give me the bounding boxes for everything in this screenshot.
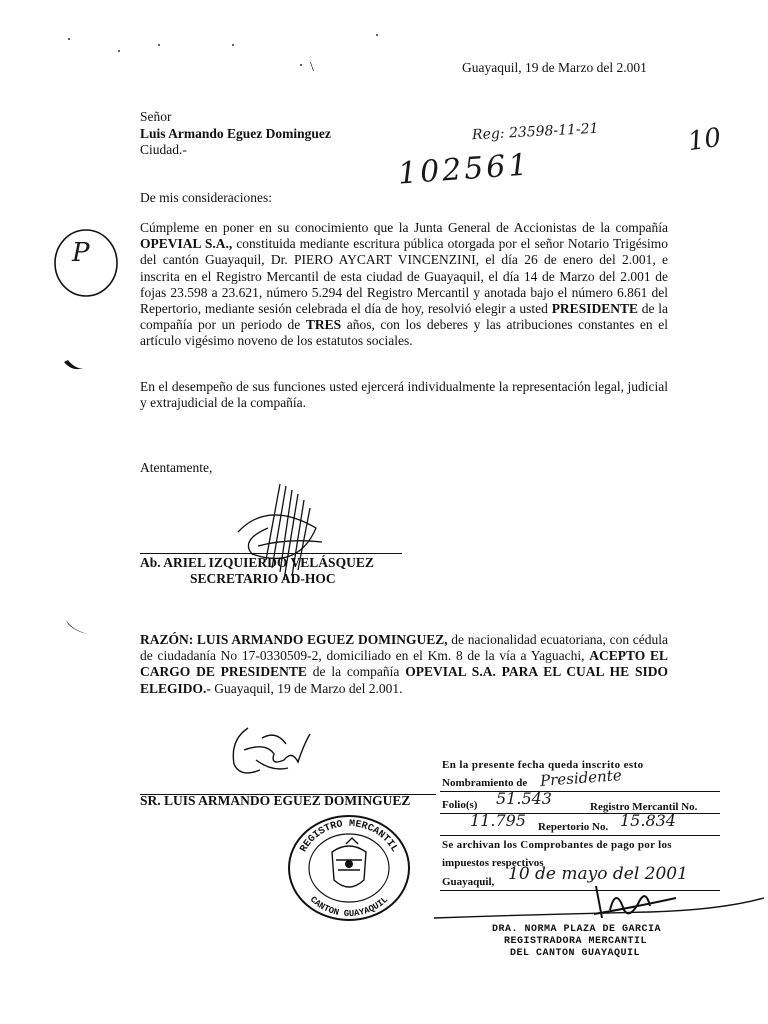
svg-text:REGISTRO MERCANTIL bbox=[299, 819, 400, 854]
circled-letter: P bbox=[72, 238, 90, 268]
registry-mercantil-label: Registro Mercantil No. bbox=[590, 801, 698, 813]
registry-date-hand: 10 de mayo del 2001 bbox=[508, 864, 688, 884]
registry-date-label: Guayaquil, bbox=[442, 876, 495, 888]
razon-text: de nacionalidad ecuatoriana, con cédula de ciudadanía No 17-0330509-2, domiciliado en el Km. 8 de la vía a Yaguachi, bbox=[140, 632, 668, 664]
razon-text: Guayaquil, 19 de Marzo del 2.001. bbox=[210, 680, 403, 696]
registry-folio-hand: 51.543 bbox=[496, 789, 552, 808]
registry-nombramiento-hand: Presidente bbox=[539, 766, 623, 790]
razon-text: de la compañía bbox=[306, 664, 406, 680]
scan-mark: \ bbox=[310, 60, 314, 75]
registry-nombramiento-label: Nombramiento de bbox=[442, 777, 528, 789]
seal-side-text: CANTON GUAYAQUIL bbox=[307, 894, 391, 920]
razon-company: OPEVIAL S.A. PARA EL CUAL HE SIDO ELEGIDO.- bbox=[140, 664, 668, 696]
acceptance-statement: ACEPTO EL CARGO DE PRESIDENTE bbox=[140, 648, 668, 680]
signatory-name: SR. LUIS ARMANDO EGUEZ DOMINGUEZ bbox=[140, 793, 411, 808]
body-text: constituida mediante escritura pública otorgada por el señor Notario Trigésimo del cantón Guayaquil, Dr. PIERO AYCART VINCENZINI, el día 26 de enero del 2.001, e inscrita en el Registro Mercantil de esta ciudad de Guayaquil, el día 14 de Marzo del 2.001 de fojas 23.598 a 23.621, número 5.294 del Registro Mercantil y anotada bajo el número 6.861 del Repertorio, mediante sesión celebrada el día de hoy, resolvió elegir a usted bbox=[140, 236, 668, 317]
recipient-city: Ciudad.- bbox=[140, 142, 187, 157]
registry-rule bbox=[440, 835, 720, 836]
registry-seal-icon bbox=[280, 810, 418, 922]
role-name: PRESIDENTE bbox=[551, 301, 638, 317]
scan-speck bbox=[232, 44, 234, 46]
registry-line-5: Se archivan los Comprobantes de pago por los bbox=[442, 839, 672, 851]
registry-line-6: impuestos respectivos bbox=[442, 857, 544, 869]
registry-line-1: En la presente fecha queda inscrito esto bbox=[442, 759, 644, 771]
razon-label: RAZÓN: LUIS ARMANDO EGUEZ DOMINGUEZ, bbox=[140, 632, 448, 647]
registry-rule bbox=[440, 791, 720, 792]
recipient-salutation: Señor bbox=[140, 109, 172, 124]
handwritten-page-mark: 10 bbox=[686, 122, 724, 158]
scan-speck bbox=[376, 34, 378, 36]
svg-text:CANTON GUAYAQUIL bbox=[308, 895, 390, 919]
secretary-signature-line bbox=[140, 553, 402, 554]
scan-speck bbox=[300, 64, 302, 66]
body-text: de la compañía por un periodo de bbox=[140, 301, 668, 333]
registry-folio-label: Folio(s) bbox=[442, 799, 478, 811]
scan-speck bbox=[158, 44, 160, 46]
body-text: Cúmpleme en poner en su conocimiento que la Junta General de Accionistas de la compañía bbox=[140, 220, 668, 235]
body-paragraph-1 bbox=[140, 220, 668, 350]
scan-blot-icon bbox=[62, 358, 86, 374]
handwritten-number: 102561 bbox=[396, 147, 532, 192]
scan-speck bbox=[118, 50, 120, 52]
secretary-title: SECRETARIO AD-HOC bbox=[190, 571, 336, 586]
recipient-name: Luis Armando Eguez Dominguez bbox=[140, 126, 331, 141]
signatory-signature-icon bbox=[226, 720, 316, 782]
greeting: De mis consideraciones: bbox=[140, 190, 272, 205]
secretary-name: Ab. ARIEL IZQUIERDO VELÁSQUEZ bbox=[140, 555, 374, 570]
registrar-title: REGISTRADORA MERCANTIL bbox=[504, 936, 648, 947]
scan-speck bbox=[68, 38, 70, 40]
registrar-office: DEL CANTON GUAYAQUIL bbox=[510, 948, 641, 959]
registry-number-hand: 11.795 bbox=[470, 811, 526, 830]
scan-blot-icon bbox=[64, 618, 90, 638]
company-name: OPEVIAL S.A., bbox=[140, 236, 233, 252]
registry-repertorio-hand: 15.834 bbox=[620, 811, 676, 830]
body-text: años, con los deberes y las atribuciones constantes en el artículo vigésimo noveno de los estatutos sociales. bbox=[140, 317, 668, 349]
place-date: Guayaquil, 19 de Marzo del 2.001 bbox=[462, 60, 647, 75]
body-paragraph-2: En el desempeño de sus funciones usted ejercerá individualmente la representación legal, judicial y extrajudicial de la compañía. bbox=[140, 379, 668, 411]
seal-top-text: REGISTRO MERCANTIL bbox=[298, 818, 400, 855]
closing: Atentamente, bbox=[140, 460, 213, 475]
handwritten-reference: Reg: 23598-11-21 bbox=[471, 120, 599, 144]
registrar-name: DRA. NORMA PLAZA DE GARCIA bbox=[492, 924, 662, 935]
razon-paragraph bbox=[140, 632, 668, 697]
term-length: TRES bbox=[305, 317, 342, 333]
registry-repertorio-label: Repertorio No. bbox=[538, 821, 609, 833]
